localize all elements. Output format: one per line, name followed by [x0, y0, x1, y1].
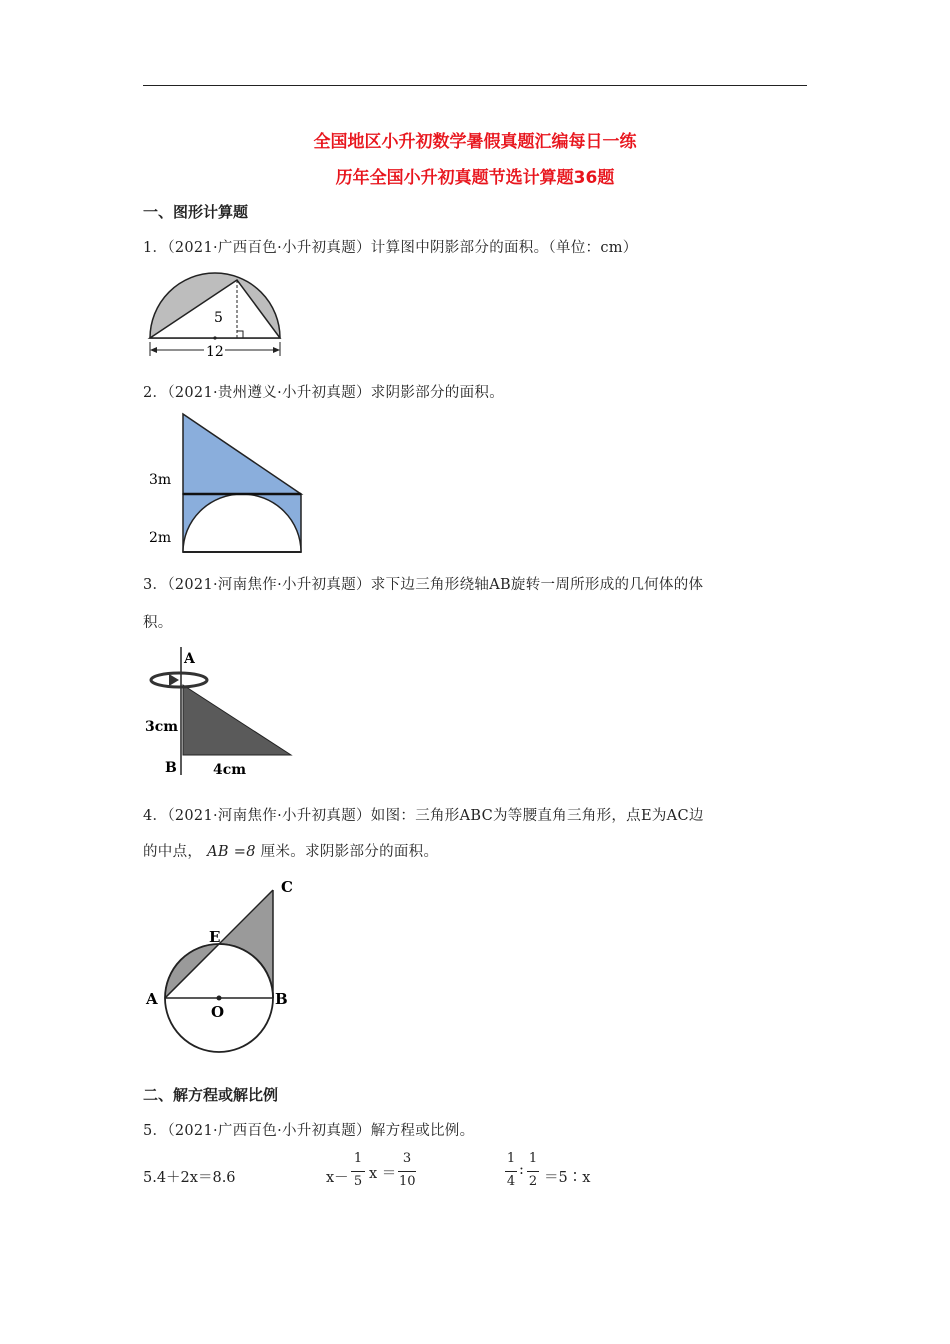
fig4-label-e: E: [209, 928, 221, 946]
question-4-line-2: [143, 840, 438, 861]
eq3-frac2-numerator: 1: [528, 1151, 538, 1166]
question-3-line-2: 积。: [143, 615, 173, 631]
figure-2-shape: [143, 410, 308, 555]
figure-1-semicircle: [143, 270, 288, 362]
eq2-frac-numerator: 1: [353, 1151, 363, 1166]
fig1-height-label: 5: [214, 310, 223, 326]
eq3-suffix: ＝5∶x: [544, 1170, 591, 1186]
question-1: 1．（2021·广西百色·小升初真题）计算图中阴影部分的面积。（单位：cm）: [143, 240, 638, 256]
fig3-bottom-label: B: [165, 760, 177, 776]
fig1-base-label: 12: [206, 344, 224, 360]
eq2-frac-bar: [351, 1171, 365, 1172]
fig2-bottom-label: 2m: [149, 530, 172, 546]
eq2-rhs-bar: [398, 1171, 416, 1172]
q4-ab-formula: AB =8: [207, 844, 256, 860]
fig3-top-label: A: [184, 651, 195, 667]
question-2: 2．（2021·贵州遵义·小升初真题）求阴影部分的面积。: [143, 385, 504, 401]
eq3-colon: :: [519, 1162, 524, 1178]
eq2-frac-denominator: 5: [353, 1174, 363, 1189]
fig4-label-c: C: [281, 878, 293, 896]
eq3-frac1-numerator: 1: [506, 1151, 516, 1166]
eq2-rhs-denominator: 10: [399, 1174, 416, 1189]
fig3-height-label: 3cm: [145, 719, 179, 735]
question-5: 5．（2021·广西百色·小升初真题）解方程或比例。: [143, 1123, 475, 1139]
title-line-2: 历年全国小升初真题节选计算题36题: [335, 168, 615, 188]
fig2-top-label: 3m: [149, 472, 172, 488]
question-4-line-1: 4．（2021·河南焦作·小升初真题）如图：三角形ABC为等腰直角三角形，点E为AC边: [143, 808, 704, 824]
header-rule: [143, 85, 807, 86]
figure-3-rotation: [143, 643, 298, 778]
eq3-frac1-bar: [505, 1171, 517, 1172]
equation-1: 5.4＋2x＝8.6: [143, 1170, 236, 1186]
q4-text-after: 厘米。求阴影部分的面积。: [260, 844, 439, 860]
eq2-middle: x ＝: [369, 1166, 397, 1182]
eq3-frac2-bar: [527, 1171, 539, 1172]
fig3-base-label: 4cm: [213, 762, 247, 778]
section-heading-1: 一、图形计算题: [143, 203, 249, 221]
eq2-prefix: x－: [326, 1170, 349, 1186]
question-3-line-1: 3．（2021·河南焦作·小升初真题）求下边三角形绕轴AB旋转一周所形成的几何体的体: [143, 577, 704, 593]
figure-4-circle-triangle: [143, 878, 298, 1063]
fig4-label-b: B: [275, 990, 288, 1008]
title-line-1: 全国地区小升初数学暑假真题汇编每日一练: [313, 132, 637, 152]
eq3-frac1-denominator: 4: [506, 1174, 516, 1189]
eq2-rhs-numerator: 3: [402, 1151, 412, 1166]
eq3-frac2-denominator: 2: [528, 1174, 538, 1189]
q4-text-before: 的中点，: [143, 844, 203, 860]
section-heading-2: 二、解方程或解比例: [143, 1086, 279, 1104]
fig4-label-o: O: [211, 1003, 225, 1021]
fig4-label-a: A: [146, 990, 158, 1008]
